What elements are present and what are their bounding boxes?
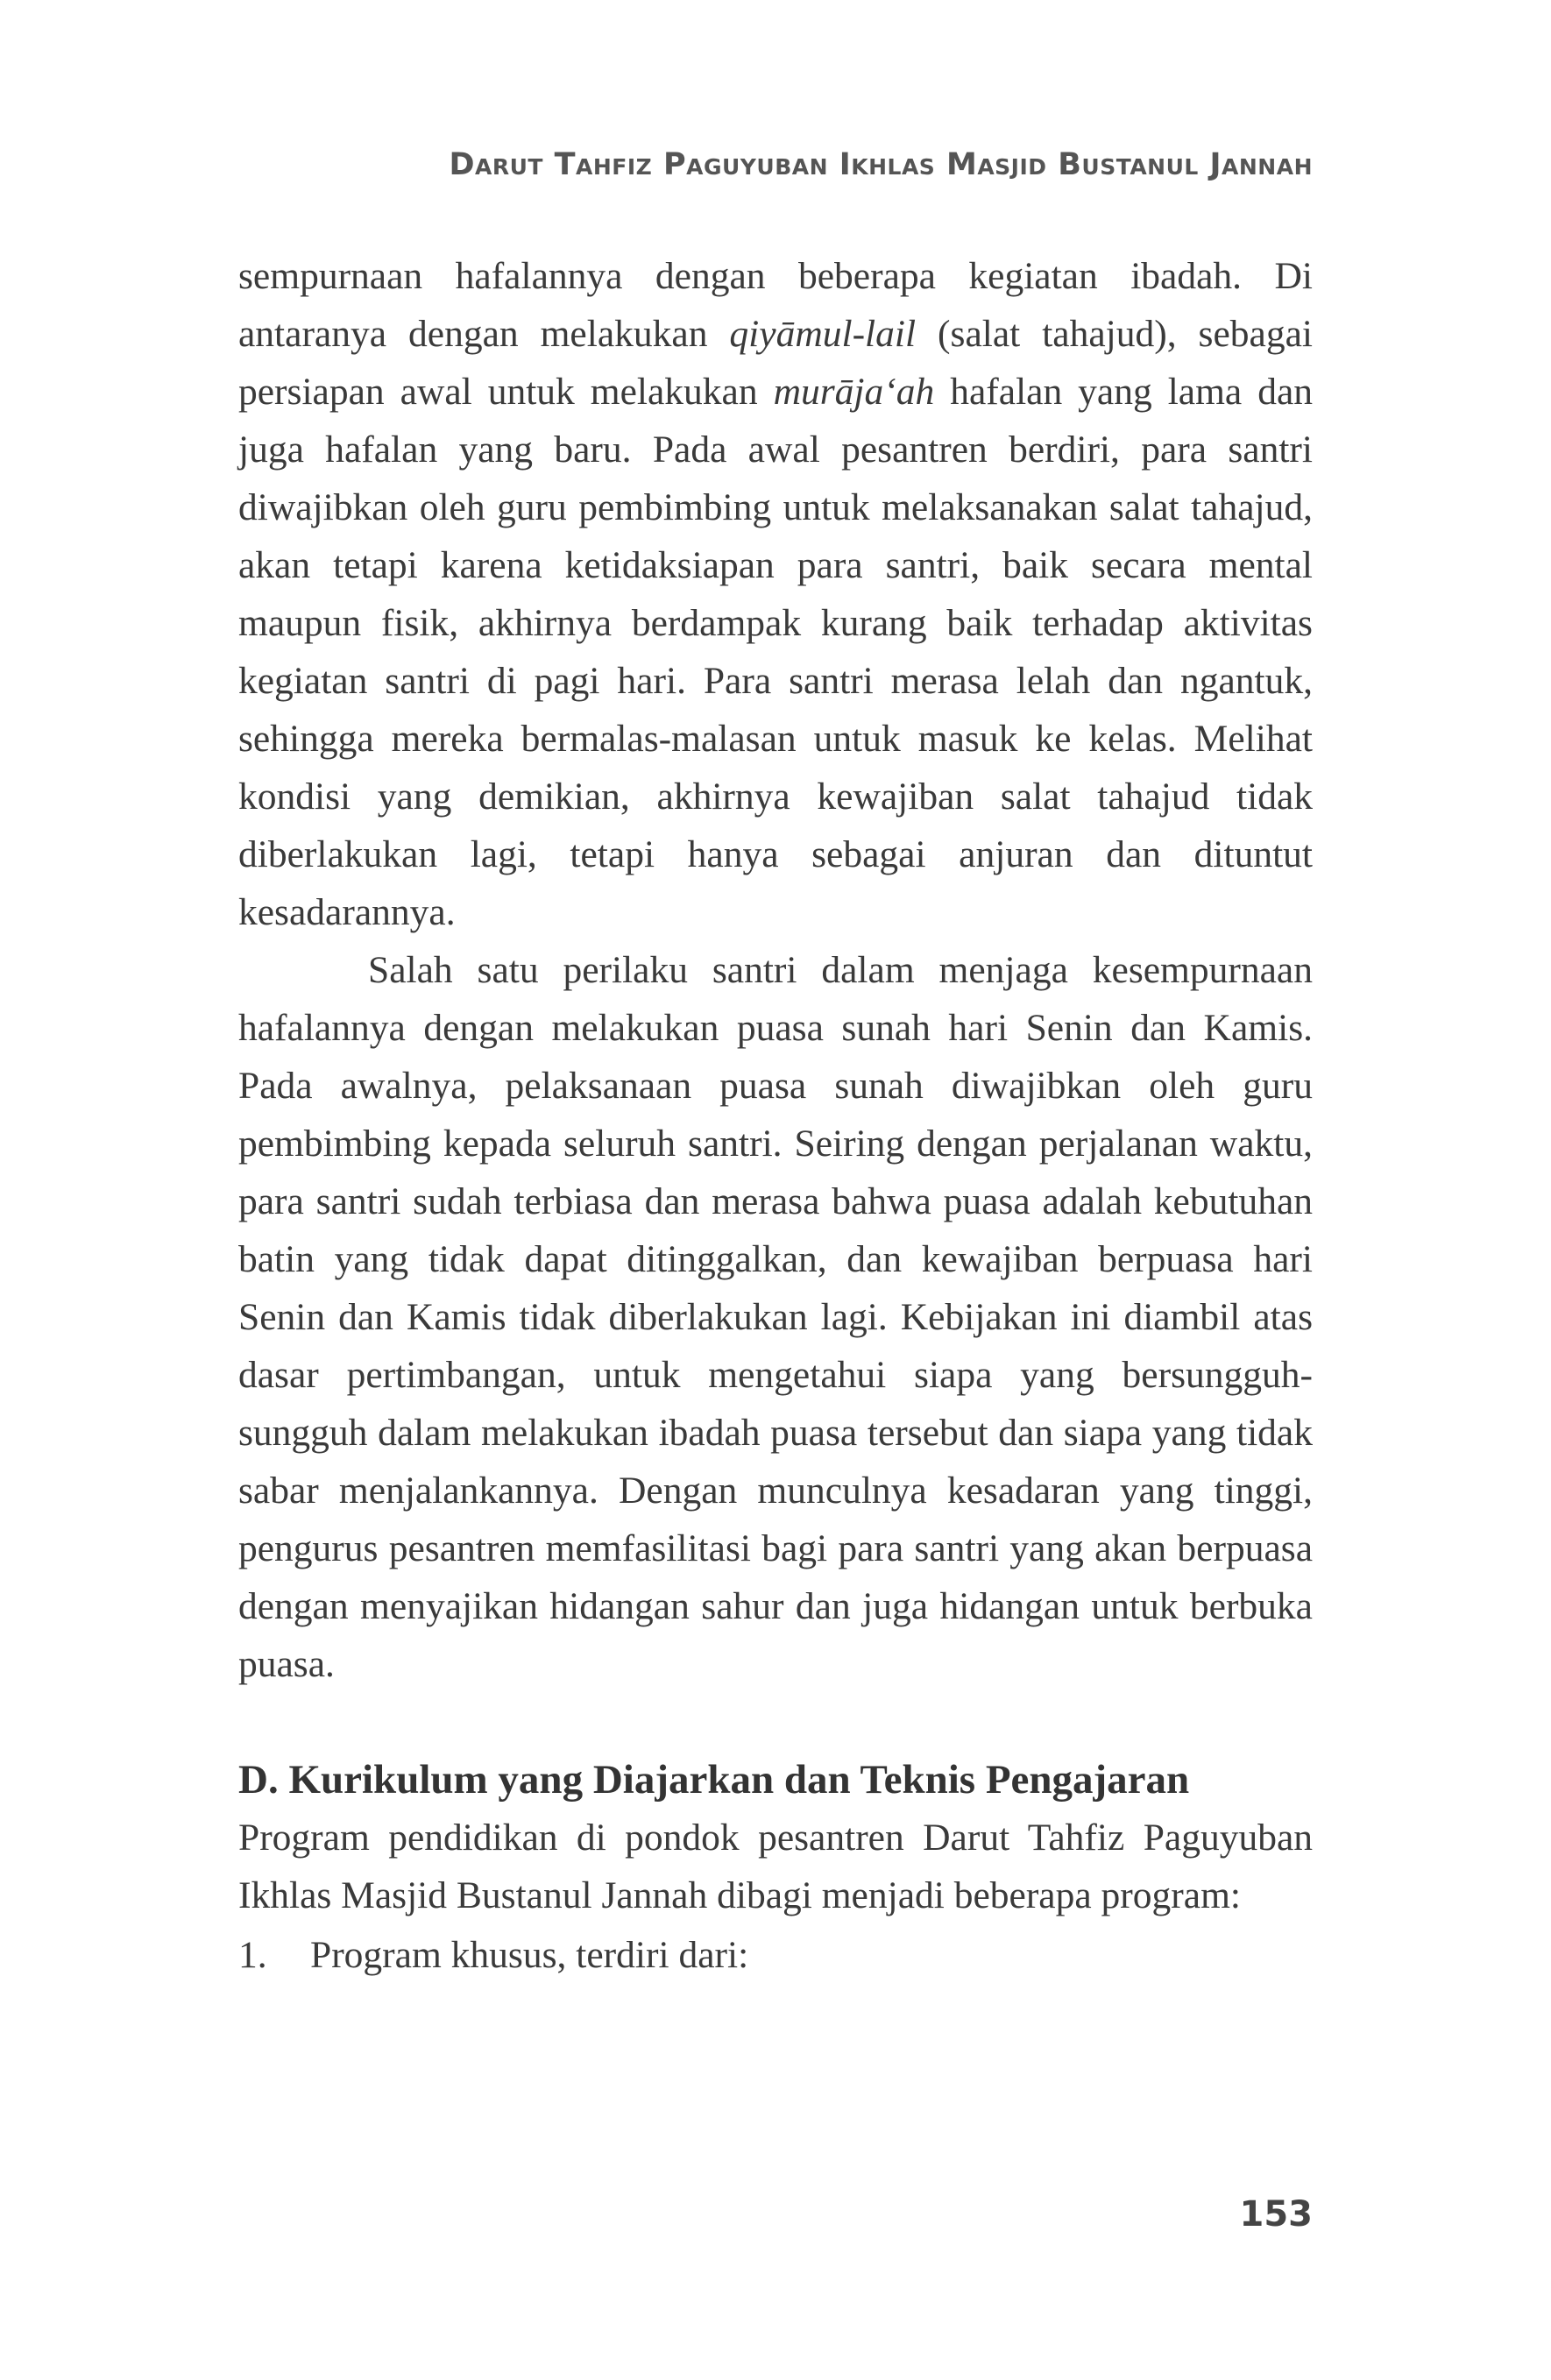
page-number: 153 [1239,2194,1313,2235]
paragraph-1-text-c: hafalan yang lama dan juga hafalan yang baru. Pada awal pesantren berdiri, para santri diwajibkan oleh guru pembimbing untuk melaksanakan salat tahajud, akan tetapi karena ketidaksiapan para santri, baik secara mental maupun fisik, akhirnya berdampak kurang baik terhadap aktivitas kegiatan santri di pagi hari. Para santri merasa lelah dan ngantuk, sehingga mereka bermalas-malasan untuk masuk ke kelas. Melihat kondisi yang demikian, akhirnya kewajiban salat tahajud tidak diberlakukan lagi, tetapi hanya sebagai anjuran dan dituntut kesadarannya. [238,371,1313,933]
running-header: Darut Tahfiz Paguyuban Ikhlas Masjid Bustanul Jannah [449,147,1313,182]
section-intro: Program pendidikan di pondok pesantren Darut Tahfiz Paguyuban Ikhlas Masjid Bustanul Jannah dibagi menjadi beberapa program: [238,1817,1313,1916]
paragraph-1-text-b: (salat tahajud), sebagai persiapan awal untuk melakukan [238,313,1313,413]
term-qiyamul-lail: qiyāmul-lail [729,313,917,355]
term-muraja-ah: murāja‘ah [773,371,935,413]
body-paragraph-2: Salah satu perilaku santri dalam menjaga kesempurnaan hafalannya dengan melakukan puasa sunah hari Senin dan Kamis. Pada awalnya, pelaksanaan puasa sunah diwajibkan oleh guru pembimbing kepada seluruh santri. Seiring dengan perjalanan waktu, para santri sudah terbiasa dan merasa bahwa puasa adalah kebutuhan batin yang tidak dapat ditinggalkan, dan kewajiban berpuasa hari Senin dan Kamis tidak diberlakukan lagi. Kebijakan ini diambil atas dasar pertimbangan, untuk mengetahui siapa yang bersungguh-sungguh dalam melakukan ibadah puasa tersebut dan siapa yang tidak sabar menjalankannya. Dengan munculnya kesadaran yang tinggi, pengurus pesantren memfasilitasi bagi para santri yang akan berpuasa dengan menyajikan hidangan sahur dan juga hidangan untuk berbuka puasa. [238,949,1313,1685]
list-item [238,1926,1313,1984]
paragraph-1-text-a: sempurnaan hafalannya dengan beberapa kegiatan ibadah. Di antaranya dengan melakukan [238,255,1313,355]
list-item-number: 1. [238,1934,267,1976]
section-heading: D. Kurikulum yang Diajarkan dan Teknis Pengajaran [238,1757,1190,1803]
page-content [238,247,1313,1984]
list-item-text: Program khusus, terdiri dari: [310,1934,749,1976]
body-paragraph-1 [238,247,1313,941]
